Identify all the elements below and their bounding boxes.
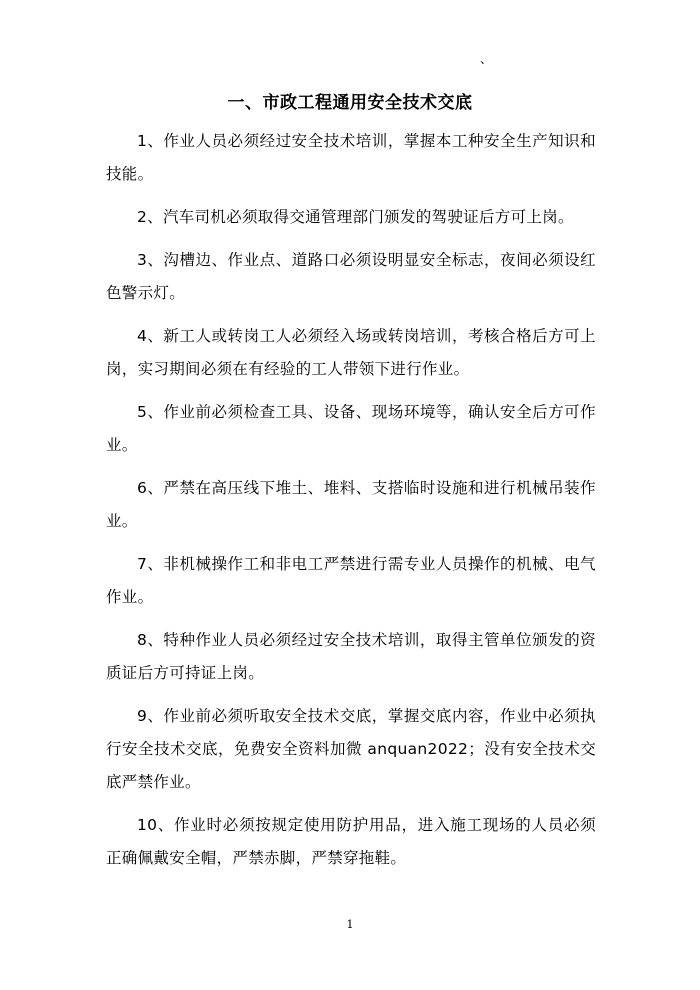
rule-item-4: 4、新工人或转岗工人必须经入场或转岗培训，考核合格后方可上岗，实习期间必须在有经验的工人带领下进行作业。 bbox=[106, 327, 596, 378]
document-title: 一、市政工程通用安全技术交底 bbox=[227, 93, 473, 113]
rule-item-6: 6、严禁在高压线下堆土、堆料、支搭临时设施和进行机械吊装作业。 bbox=[106, 479, 596, 530]
rule-item-9: 9、作业前必须听取安全技术交底，掌握交底内容，作业中必须执行安全技术交底，免费安全资料加微 anquan2022；没有安全技术交底严禁作业。 bbox=[106, 707, 596, 791]
rule-item-2: 2、汽车司机必须取得交通管理部门颁发的驾驶证后方可上岗。 bbox=[137, 208, 574, 226]
rule-item-10: 10、作业时必须按规定使用防护用品，进入施工现场的人员必须正确佩戴安全帽，严禁赤脚，严禁穿拖鞋。 bbox=[106, 816, 596, 867]
rule-item-3: 3、沟槽边、作业点、道路口必须设明显安全标志，夜间必须设红色警示灯。 bbox=[106, 251, 596, 302]
page-number: 1 bbox=[346, 918, 354, 931]
rule-item-5: 5、作业前必须检查工具、设备、现场环境等，确认安全后方可作业。 bbox=[106, 403, 596, 454]
rule-item-1: 1、作业人员必须经过安全技术培训，掌握本工种安全生产知识和技能。 bbox=[106, 132, 596, 183]
rules-list bbox=[106, 125, 596, 885]
header-mark: 、 bbox=[480, 52, 493, 66]
rule-item-7: 7、非机械操作工和非电工严禁进行需专业人员操作的机械、电气作业。 bbox=[106, 555, 596, 606]
rule-item-8: 8、特种作业人员必须经过安全技术培训，取得主管单位颁发的资质证后方可持证上岗。 bbox=[106, 631, 596, 682]
